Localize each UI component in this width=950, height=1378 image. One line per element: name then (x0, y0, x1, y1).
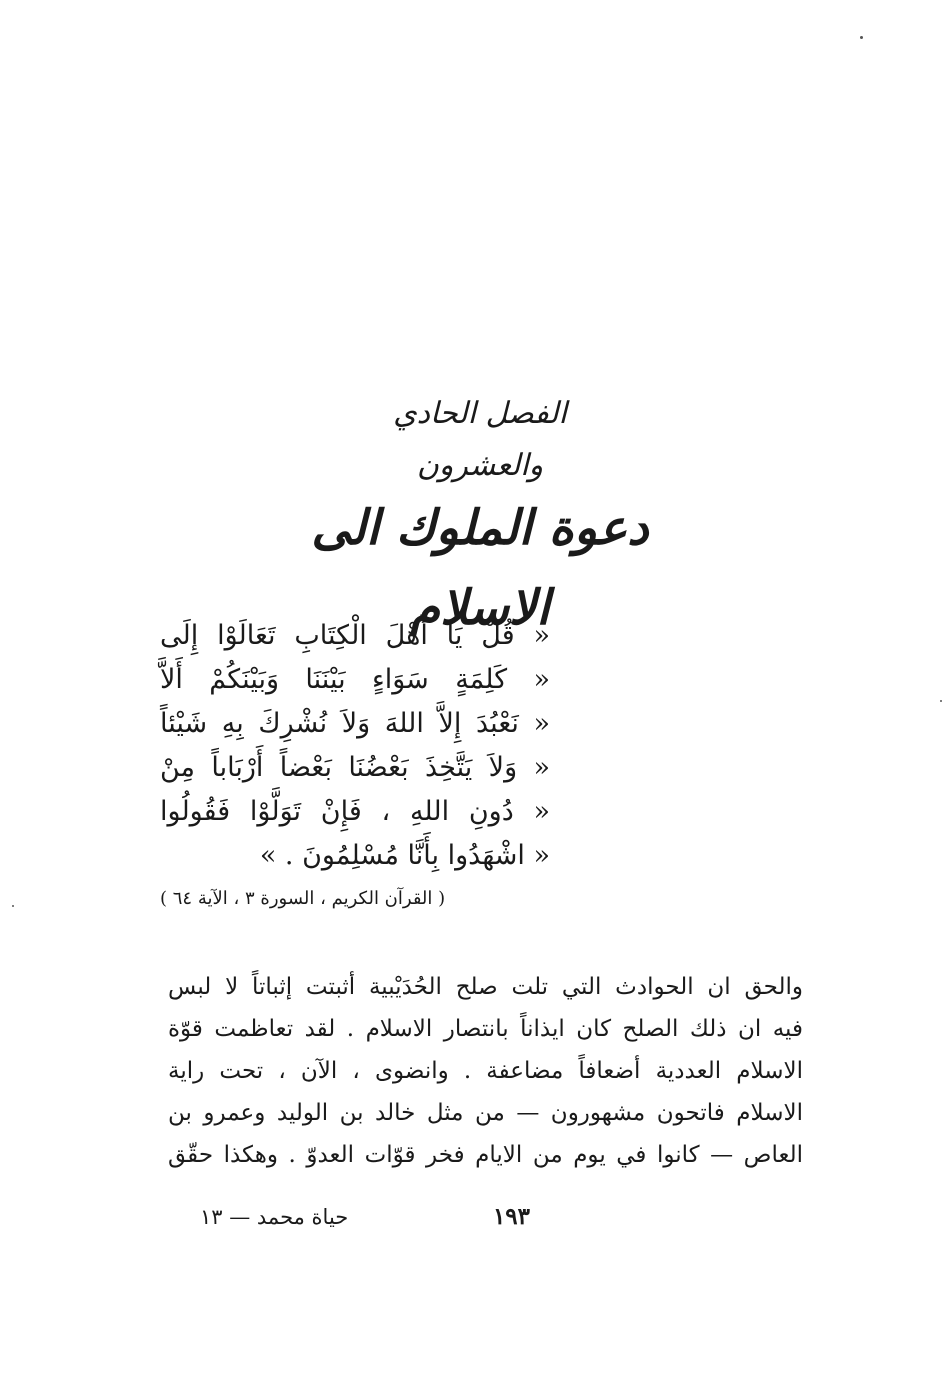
body-line: والحق ان الحوادث التي تلت صلح الحُدَيْبية أثبتت إثباتاً لا لبس (168, 974, 803, 1000)
quote-line: « قُلْ يَا أَهْلَ الْكِتَابِ تَعَالَوْا إِلَى (160, 620, 550, 651)
body-line: الاسلام العددية أضعافاً مضاعفة . وانضوى ، الآن ، تحت راية (168, 1058, 803, 1084)
quote-line: « نَعْبُدَ إِلاَّ اللهَ وَلاَ نُشْرِكَ بِهِ شَيْئاً (160, 708, 550, 739)
quote-line: « وَلاَ يَتَّخِذَ بَعْضُنَا بَعْضاً أَرْبَاباً مِنْ (160, 752, 550, 783)
quote-line: « دُونِ اللهِ ، فَإِنْ تَوَلَّوْا فَقُولُوا (160, 796, 550, 827)
body-paragraph (168, 966, 803, 1176)
body-line: العاص — كانوا في يوم من الايام فخر قوّات العدوّ . وهكذا حقّق (168, 1142, 803, 1168)
running-title: حياة محمد — ١٣ (200, 1205, 349, 1229)
quote-line: « كَلِمَةٍ سَوَاءٍ بَيْنَنَا وَبَيْنَكُمْ أَلاَّ (160, 664, 550, 695)
scan-speck (860, 36, 863, 39)
quote-line: « اشْهَدُوا بِأَنَّا مُسْلِمُونَ . » (259, 840, 550, 871)
chapter-heading: الفصل الحادي والعشرون (393, 396, 567, 483)
page-footer (200, 1197, 560, 1237)
body-line: الاسلام فاتحون مشهورون — من مثل خالد بن الوليد وعمرو بن (168, 1100, 803, 1126)
quran-quote (160, 614, 550, 878)
scan-speck (940, 700, 942, 702)
chapter-title: دعوة الملوك الى الاسلام (311, 500, 649, 636)
page-number: ١٩٣ (492, 1203, 530, 1230)
scan-speck (12, 905, 14, 907)
quote-citation: ( القرآن الكريم ، السورة ٣ ، الآية ٦٤ ) (160, 888, 446, 909)
body-line: فيه ان ذلك الصلح كان ايذاناً بانتصار الاسلام . لقد تعاظمت قوّة (168, 1016, 803, 1042)
